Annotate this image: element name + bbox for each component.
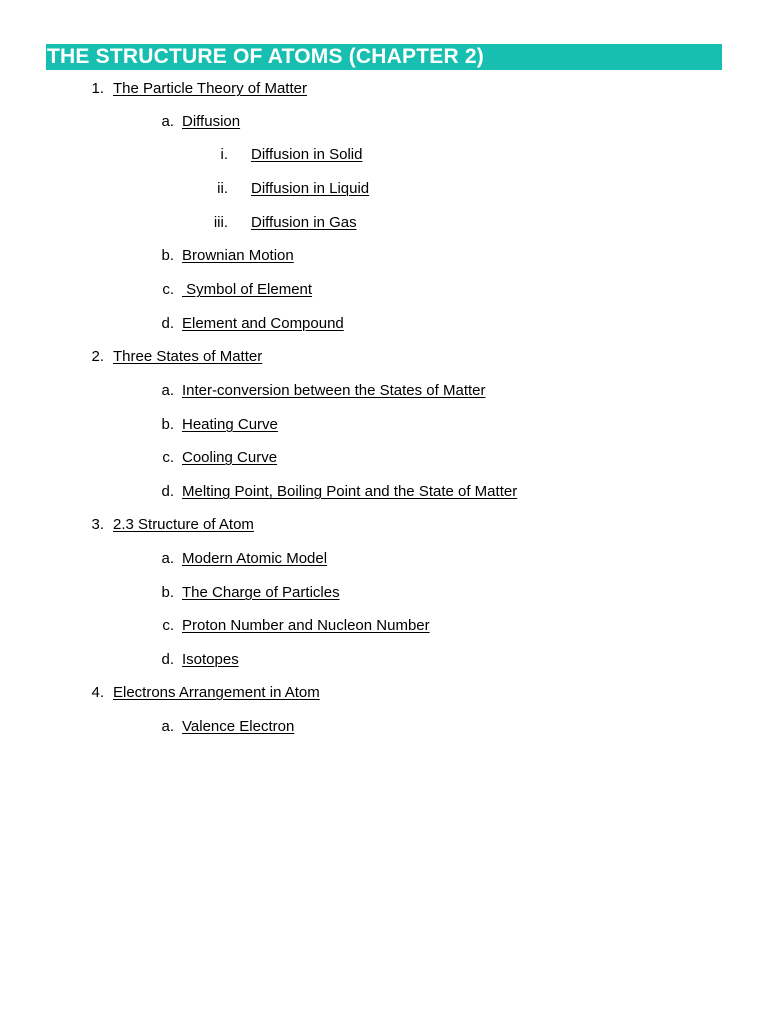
toc-link-heating-curve[interactable]: Heating Curve [182, 416, 278, 433]
toc-item-3a [0, 549, 768, 569]
toc-marker: i. [220, 146, 228, 163]
toc-link-isotopes[interactable]: Isotopes [182, 651, 239, 668]
toc-marker: b. [161, 584, 174, 601]
toc-marker: c. [162, 281, 174, 298]
toc-link-proton-nucleon-number[interactable]: Proton Number and Nucleon Number [182, 617, 430, 634]
toc-link-element-compound[interactable]: Element and Compound [182, 315, 344, 332]
toc-item-1b [0, 246, 768, 266]
toc-marker: b. [161, 247, 174, 264]
toc-item-2c [0, 448, 768, 468]
toc-marker: iii. [213, 214, 228, 231]
toc-link-charge-of-particles[interactable]: The Charge of Particles [182, 584, 340, 601]
title-bar [46, 44, 722, 70]
toc-link-symbol-of-element[interactable]: Symbol of Element [182, 281, 313, 298]
toc-item-3d [0, 650, 768, 670]
toc-item-4 [0, 683, 768, 703]
toc-marker: 2. [91, 348, 104, 365]
document-title: THE STRUCTURE OF ATOMS (CHAPTER 2) [47, 45, 484, 68]
toc-marker: a. [161, 113, 174, 130]
toc-item-3c [0, 616, 768, 636]
toc-item-1a-ii [0, 179, 768, 199]
toc-link-inter-conversion[interactable]: Inter-conversion between the States of Matter [182, 382, 486, 399]
toc-marker: 4. [91, 684, 104, 701]
toc-link-diffusion[interactable]: Diffusion [182, 113, 241, 130]
toc-item-2d [0, 482, 768, 502]
toc-link-melting-boiling-point[interactable]: Melting Point, Boiling Point and the State of Matter [182, 483, 518, 500]
toc-marker: a. [161, 550, 174, 567]
toc-link-three-states[interactable]: Three States of Matter [113, 348, 263, 365]
toc-link-cooling-curve[interactable]: Cooling Curve [182, 449, 278, 466]
toc-marker: d. [161, 315, 174, 332]
toc-link-particle-theory[interactable]: The Particle Theory of Matter [113, 80, 307, 97]
toc-marker: a. [161, 718, 174, 735]
toc-link-structure-of-atom[interactable]: 2.3 Structure of Atom [113, 516, 254, 533]
toc-marker: a. [161, 382, 174, 399]
toc-item-4a [0, 717, 768, 737]
toc-link-diffusion-liquid[interactable]: Diffusion in Liquid [251, 180, 370, 197]
toc-marker: d. [161, 483, 174, 500]
toc-item-1d [0, 314, 768, 334]
toc-item-2a [0, 381, 768, 401]
toc-item-2b [0, 415, 768, 435]
toc-marker: 1. [91, 80, 104, 97]
toc-item-3 [0, 515, 768, 535]
toc-link-electrons-arrangement[interactable]: Electrons Arrangement in Atom [113, 684, 320, 701]
toc-marker: c. [162, 617, 174, 634]
toc-link-brownian-motion[interactable]: Brownian Motion [182, 247, 294, 264]
toc-item-1a-iii [0, 213, 768, 233]
toc-marker: b. [161, 416, 174, 433]
toc-link-valence-electron[interactable]: Valence Electron [182, 718, 295, 735]
toc-item-1 [0, 79, 768, 99]
toc-link-modern-atomic-model[interactable]: Modern Atomic Model [182, 550, 328, 567]
toc-link-diffusion-solid[interactable]: Diffusion in Solid [251, 146, 363, 163]
toc-marker: 3. [91, 516, 104, 533]
toc-marker: ii. [217, 180, 228, 197]
toc-item-1c [0, 280, 768, 300]
toc-item-1a-i [0, 145, 768, 165]
toc-marker: c. [162, 449, 174, 466]
toc-marker: d. [161, 651, 174, 668]
toc-item-3b [0, 583, 768, 603]
toc-item-2 [0, 347, 768, 367]
toc-link-diffusion-gas[interactable]: Diffusion in Gas [251, 214, 357, 231]
toc-item-1a [0, 112, 768, 132]
